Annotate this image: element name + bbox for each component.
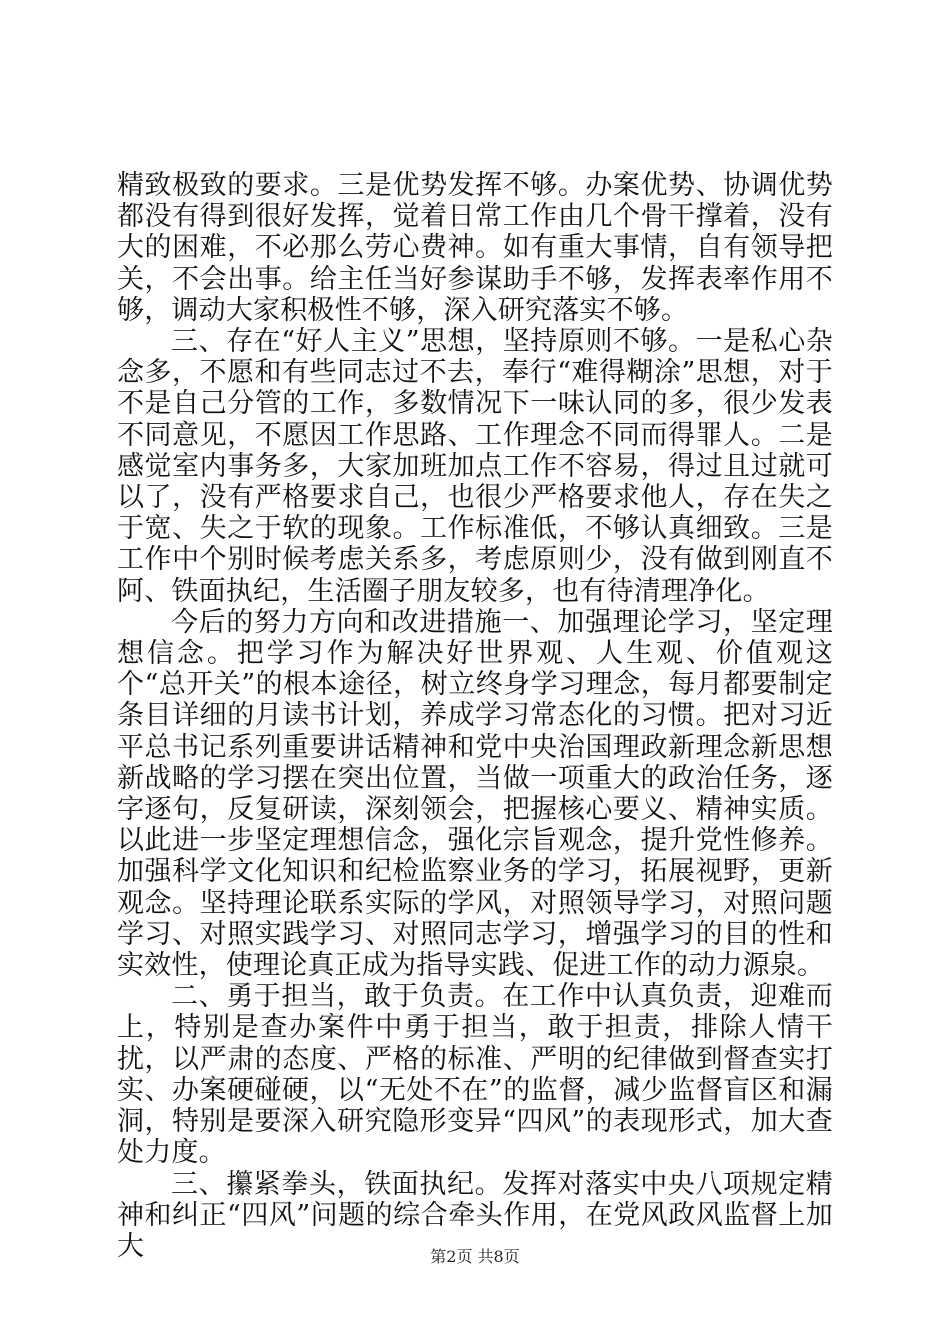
page-number-label: 第2页 共8页 bbox=[430, 1247, 520, 1266]
paragraph-5: 三、攥紧拳头，铁面执纪。发挥对落实中央八项规定精神和纠正“四风”问题的综合牵头作用，在党风政风监督上加大 bbox=[117, 1168, 833, 1262]
paragraph-3: 今后的努力方向和改进措施一、加强理论学习，坚定理想信念。把学习作为解决好世界观、人生观、价值观这个“总开关”的根本途径，树立终身学习理念，每月都要制定条目详细的月读书计划，养成学习常态化的习惯。把对习近平总书记系列重要讲话精神和党中央治国理政新理念新思想新战略的学习摆在突出位置，当做一项重大的政治任务，逐字逐句，反复研读，深刻领会，把握核心要义、精神实质。以此进一步坚定理想信念，强化宗旨观念，提升党性修养。加强科学文化知识和纪检监察业务的学习，拓展视野，更新观念。坚持理论联系实际的学风，对照领导学习，对照问题学习、对照实践学习、对照同志学习，增强学习的目的性和实效性，使理论真正成为指导实践、促进工作的动力源泉。 bbox=[117, 606, 833, 982]
paragraph-2: 三、存在“好人主义”思想，坚持原则不够。一是私心杂念多，不愿和有些同志过不去，奉行“难得糊涂”思想，对于不是自己分管的工作，多数情况下一味认同的多，很少发表不同意见，不愿因工作思路、工作理念不同而得罪人。二是感觉室内事务多，大家加班加点工作不容易，得过且过就可以了，没有严格要求自己，也很少严格要求他人，存在失之于宽、失之于软的现象。工作标准低，不够认真细致。三是工作中个别时候考虑关系多，考虑原则少，没有做到刚直不阿、铁面执纪，生活圈子朋友较多，也有待清理净化。 bbox=[117, 326, 833, 607]
document-body bbox=[117, 170, 833, 1262]
page-footer bbox=[0, 1244, 950, 1267]
paragraph-1: 精致极致的要求。三是优势发挥不够。办案优势、协调优势都没有得到很好发挥，觉着日常工作由几个骨干撑着，没有大的困难，不必那么劳心费神。如有重大事情，自有领导把关，不会出事。给主任当好参谋助手不够，发挥表率作用不够，调动大家积极性不够，深入研究落实不够。 bbox=[117, 170, 833, 326]
paragraph-4: 二、勇于担当，敢于负责。在工作中认真负责，迎难而上，特别是查办案件中勇于担当，敢于担责，排除人情干扰，以严肃的态度、严格的标准、严明的纪律做到督查实打实、办案硬碰硬，以“无处不在”的监督，减少监督盲区和漏洞，特别是要深入研究隐形变异“四风”的表现形式，加大查处力度。 bbox=[117, 981, 833, 1169]
